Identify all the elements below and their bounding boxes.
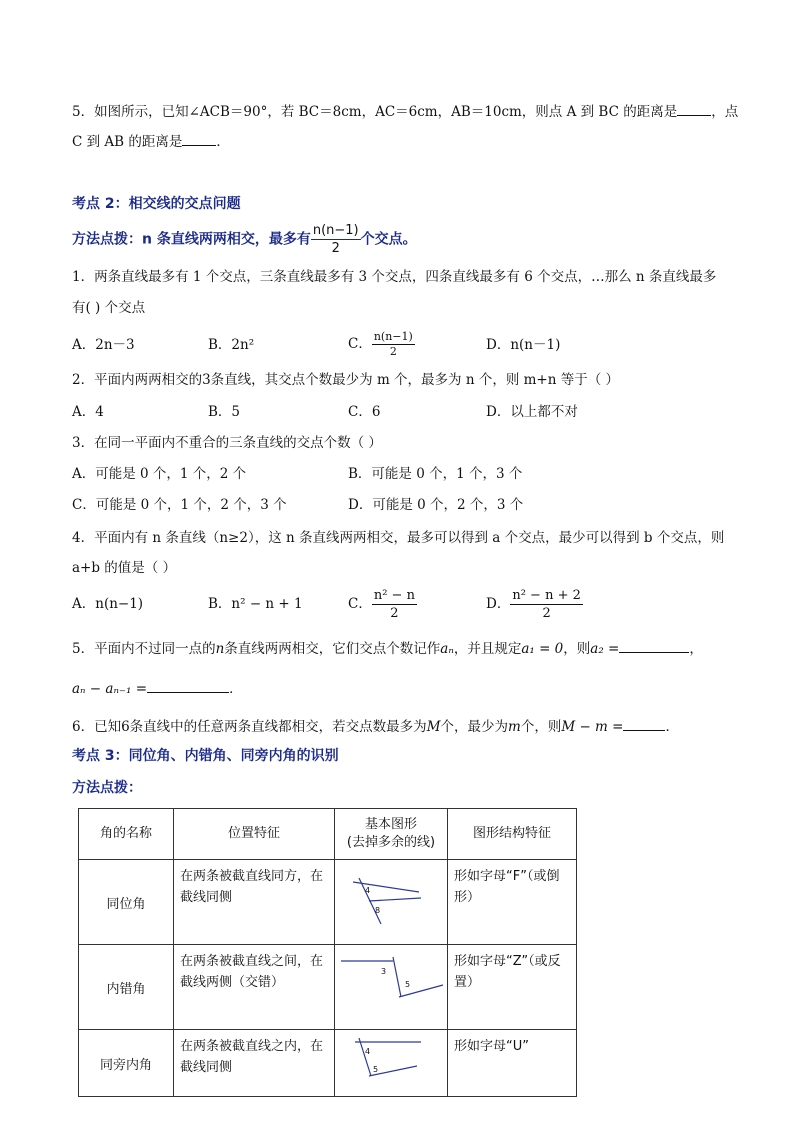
header-structure: 图形结构特征 xyxy=(448,809,577,860)
angle-label: 5 xyxy=(405,980,411,989)
q1-stem-line2: 有( ) 个交点 xyxy=(72,300,146,316)
q3-option-d[interactable]: D．可能是 0 个，2 个，3 个 xyxy=(348,497,524,513)
answer-blank[interactable] xyxy=(623,716,665,731)
table-header-row xyxy=(79,809,577,860)
table-row xyxy=(79,945,577,1030)
answer-blank[interactable] xyxy=(677,101,711,116)
answer-blank[interactable] xyxy=(619,638,689,653)
q2-stem: 2．平面内两两相交的3条直线，其交点个数最少为 m 个，最多为 n 个，则 m+n 等于（ ） xyxy=(72,372,620,388)
q3-option-a[interactable]: A．可能是 0 个，1 个，2 个 xyxy=(72,466,247,482)
fraction: $\frac{\text{n² − n + 2}}{2}$ xyxy=(512,588,581,621)
q2-option-d[interactable]: D．以上都不对 xyxy=(486,404,578,420)
section-title-kp3: 考点 3：同位角、内错角、同旁内角的识别 xyxy=(72,748,339,764)
angle-label: 4 xyxy=(365,1047,371,1056)
structure-feature: 形如字母“Z”（或反置） xyxy=(448,945,577,1030)
fraction: $\frac{\text{n² − n}}{2}$ xyxy=(373,588,415,621)
q1-option-d[interactable]: D．n(n－1) xyxy=(486,337,561,353)
angle-label: 4 xyxy=(365,886,371,895)
angle-name: 同位角 xyxy=(79,860,174,945)
q1-option-c[interactable]: C． $\frac{n(n-1)}{2}$ xyxy=(348,330,413,358)
angle-label: 8 xyxy=(375,906,381,915)
alternate-angles-figure xyxy=(335,945,447,1025)
q1-option-a[interactable]: A．2n－3 xyxy=(72,337,135,353)
table-row xyxy=(79,1030,577,1097)
q5-stem-line2: aₙ − aₙ₋₁ = ． xyxy=(72,678,243,699)
fraction: $\frac{n(n-1)}{2}$ xyxy=(373,330,413,358)
q1-option-b[interactable]: B．2n² xyxy=(208,337,255,353)
fraction: $\frac{n(n-1)}{2}$ xyxy=(312,223,359,256)
q1-stem-line1: 1．两条直线最多有 1 个交点，三条直线最多有 3 个交点，四条直线最多有 6 个交点，…那么 n 条直线最多 xyxy=(72,269,717,285)
method-tip-kp3: 方法点拨： xyxy=(72,780,142,796)
angle-name: 同旁内角 xyxy=(79,1030,174,1097)
q4-stem-line1: 4．平面内有 n 条直线（n≥2），这 n 条直线两两相交，最多可以得到 a 个交点，最少可以得到 b 个交点，则 xyxy=(72,530,725,546)
q2-option-b[interactable]: B．5 xyxy=(208,404,241,420)
answer-blank[interactable] xyxy=(147,678,229,693)
position-feature: 在两条被截直线同方，在截线同侧 xyxy=(174,860,335,945)
co-interior-angles-figure xyxy=(335,1030,447,1092)
figure-cell xyxy=(335,860,448,945)
q4-option-c[interactable]: C． $\frac{\text{n² − n}}{2}$ xyxy=(348,588,415,621)
position-feature: 在两条被截直线之间，在截线两侧（交错） xyxy=(174,945,335,1030)
answer-blank[interactable] xyxy=(182,131,216,146)
q2-option-a[interactable]: A．4 xyxy=(72,404,104,420)
q3-option-b[interactable]: B．可能是 0 个，1 个，3 个 xyxy=(348,466,523,482)
corresponding-angles-figure xyxy=(335,860,447,940)
structure-feature: 形如字母“U” xyxy=(448,1030,577,1097)
method-tip-kp2: 方法点拨：n 条直线两两相交，最多有 $\frac{n(n-1)}{2}$ 个交点。 xyxy=(72,223,417,256)
header-angle-name: 角的名称 xyxy=(79,809,174,860)
header-basic-figure: 基本图形 (去掉多余的线) xyxy=(335,809,448,860)
angle-types-table xyxy=(78,808,577,1097)
position-feature: 在两条被截直线之内，在截线同侧 xyxy=(174,1030,335,1097)
figure-cell xyxy=(335,1030,448,1097)
q5-top-line1: 5．如图所示，已知∠ACB＝90°，若 BC＝8cm，AC＝6cm，AB＝10cm，则点 A 到 BC 的距离是 ，点 xyxy=(72,101,738,122)
q2-option-c[interactable]: C．6 xyxy=(348,404,381,420)
q5-stem-line1: 5．平面内不过同一点的n条直线两两相交，它们交点个数记作aₙ，并且规定a₁ = 0，则a₂ = ， xyxy=(72,638,703,659)
section-title-kp2: 考点 2：相交线的交点问题 xyxy=(72,196,241,212)
q3-option-c[interactable]: C．可能是 0 个，1 个，2 个，3 个 xyxy=(72,497,287,513)
structure-feature: 形如字母“F”（或倒形） xyxy=(448,860,577,945)
angle-label: 5 xyxy=(373,1065,379,1074)
angle-label: 3 xyxy=(381,967,387,976)
table-row xyxy=(79,860,577,945)
figure-cell xyxy=(335,945,448,1030)
q4-option-a[interactable]: A．n(n−1) xyxy=(72,596,144,612)
q4-stem-line2: a+b 的值是（ ） xyxy=(72,560,177,576)
q5-top-line2: C 到 AB 的距离是 ． xyxy=(72,131,230,152)
q4-option-d[interactable]: D． $\frac{\text{n² − n + 2}}{2}$ xyxy=(486,588,581,621)
q3-stem: 3．在同一平面内不重合的三条直线的交点个数（ ） xyxy=(72,435,382,451)
q4-option-b[interactable]: B．n² − n + 1 xyxy=(208,596,303,612)
header-position: 位置特征 xyxy=(174,809,335,860)
angle-name: 内错角 xyxy=(79,945,174,1030)
q6-stem: 6．已知6条直线中的任意两条直线都相交，若交点数最多为M个，最少为m个，则M − m = ． xyxy=(72,716,679,737)
